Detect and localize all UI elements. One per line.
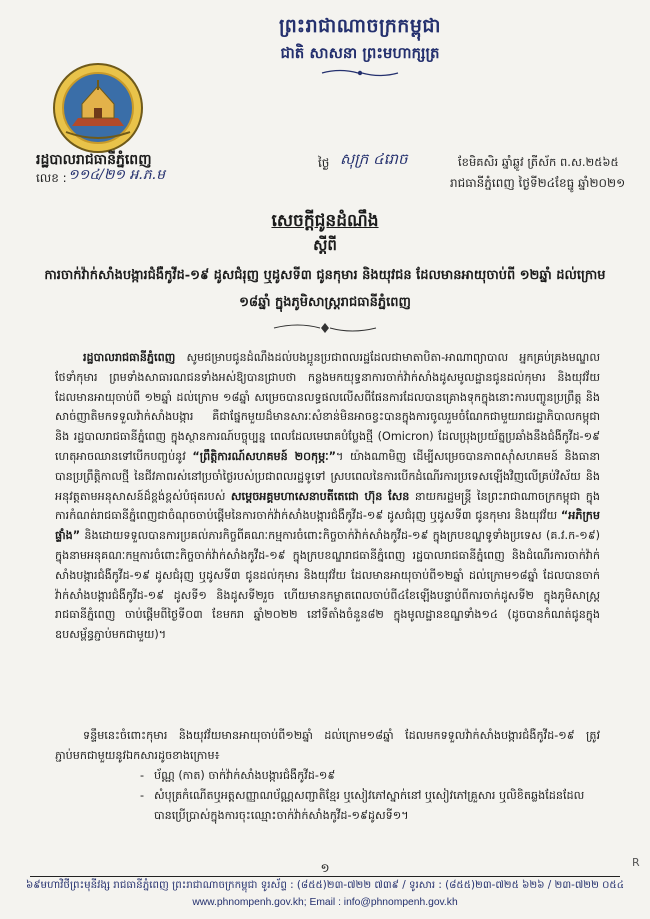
- body-lead: រដ្ឋបាលរាជធានីភ្នំពេញ: [83, 351, 176, 364]
- page-number: ១: [320, 861, 330, 875]
- kingdom-heading: ព្រះរាជាណាចក្រកម្ពុជា: [279, 15, 441, 37]
- notice-subject: ការចាក់វ៉ាក់សាំងបង្ការជំងឺកូវីដ-១៩ ដូសជំរុញ ឬដូសទី៣ ជូនកុមារ និងយុវជន ដែលមានអាយុចាប់ពី ១២ឆ្នាំ ដល់ក្រោម ១៨ឆ្នាំ ក្នុងភូមិសាស្ត្ររាជធានីភ្នំពេញ: [44, 268, 606, 310]
- list-item: - ប័ណ្ណ (កាត) ចាក់វ៉ាក់សាំងបង្ការជំងឺកូវីដ-១៩: [140, 766, 600, 786]
- body-paragraph-2: ទន្ទឹមនេះចំពោះកុមារ និងយុវវ័យមានអាយុចាប់ពី១២ឆ្នាំ ដល់ក្រោម១៨ឆ្នាំ ដែលមកទទួលវ៉ាក់សាំងបង្ការជំងឺកូវីដ-១៩ ត្រូវភ្ជាប់មកជាមួយនូវឯកសារដូចខាងក្រោម៖: [55, 729, 600, 762]
- list-item: - សំបុត្រកំណើតឬអត្តសញ្ញាណប័ណ្ណសញ្ជាតិខ្មែរ ឬសៀវភៅស្នាក់នៅ ឬសៀវភៅគ្រួសារ ឬលិខិតឆ្លងដែនដែលបានប្រើប្រាស់ក្នុងការចុះឈ្មោះចាក់វ៉ាក់សាំងកូវីដ-១៩ដូសទី១។: [140, 786, 600, 826]
- body-text-a: សូមជម្រាបជូនដំណឹងដល់បងប្អូនប្រជាពលរដ្ឋដែលជាមាតាបិតា-អាណាព្យាបាល អ្នកគ្រប់គ្រងមណ្ឌលថែទាំកុមារ ព្រមទាំងសាធារណជនទាំងអស់ឱ្យបានជ្រាបថា កន្លងមកយុទ្ធនាការចាក់វ៉ាក់សាំងដូសមូលដ្ឋានជូនដល់កុមារ និងយុវវ័យ ដែលមានអាយុចាប់ពី ១២ឆ្នាំ ដល់ក្រោម ១៨ឆ្នាំ សម្រេចបានលទ្ធផលលើសពីផែនការដែលបានគ្រោងទុកក្នុងនោះការបញ្ចូនប្រព្រឹត្ត និងសាច់ញាតិមកទទួលវ៉ាក់សាំងបង្ការ គឺជាផ្នែកមួយដ៏មានសារៈសំខាន់មិនអាចខ្វះបានក្នុងការចូលរួមចំណែកជាមួយរាជរដ្ឋាភិបាលកម្ពុជា និង រដ្ឋបាលរាជធានីភ្នំពេញ ក្នុងស្ថានការណ៍បច្ចុប្បន្ន ពេលដែលមេរោគបំប្លែងថ្មី (Omicron) ដែលប្រុងប្រយ័ត្នប្រឆាំងនឹងជំងឺកូវីដ-១៩ ហេតុអាចឈានទៅបើកបញ្ចប់នូវ: [55, 351, 600, 463]
- city-emblem-icon: [48, 60, 148, 156]
- body-text-c: នាយករដ្ឋមន្ត្រី នៃព្រះរាជាណាចក្រកម្ពុជា ក្នុងការកំណត់រាជធានីភ្នំពេញជាចំណុចចាប់ផ្តើមនៃការចាក់វ៉ាក់សាំងបង្ការជំងឺកូវីដ-១៩ ដូសជំរុញ ឬដូសទី៣ ជូនកុមារ និងយុវវ័យ: [55, 489, 600, 523]
- issuing-office: រដ្ឋបាលរាជធានីភ្នំពេញ: [36, 152, 152, 168]
- prime-minister-name: សម្តេចអគ្គមហាសេនាបតីតេជោ ហ៊ុន សែន: [230, 489, 410, 503]
- date-handwritten: សុក្រ ៤រោច: [340, 150, 408, 168]
- body-text-d: និងដោយទទួលបានការប្រគល់ភារកិច្ចពីគណៈកម្មការចំពោះកិច្ចចាក់វ៉ាក់សាំងកូវីដ-១៩ ក្នុងក្របខណ្ឌទូទាំងប្រទេស (គ.វ.ក-១៩) ក្នុងនាមអនុគណៈកម្មការចំពោះកិច្ចចាក់វ៉ាក់សាំងកូវីដ-១៩ ក្នុងក្របខណ្ឌរាជធានីភ្នំពេញ រដ្ឋបាលរាជធានីភ្នំពេញ និងដំណើរការចាក់វ៉ាក់សាំងបង្ការជំងឺកូវីដ-១៩ ដូសជំរុញ ឬដូសទី៣ ជូនដល់កុមារ និងយុវវ័យ ដែលមានអាយុចាប់ពី១២ឆ្នាំ ដល់ក្រោម១៨ឆ្នាំ ដែលបានចាក់វ៉ាក់សាំងបង្ការជំងឺកូវីដ-១៩ ដូសទី១ និងដូសទី២រួច ហើយមានកម្លាតពេលចាប់ពី៤ខែឡើងបន្ទាប់ពីការចាក់ដូសទី២ ក្នុងភូមិសាស្ត្ររាជធានីភ្នំពេញ ចាប់ផ្តើមពីថ្ងៃទី០៣ ខែមករា ឆ្នាំ២០២២ នៅទីតាំងចំនួន៨២ ក្នុងមូលដ្ឋានខណ្ឌទាំង១៤ (ដូចបានកំណត់ជូនក្នុងឧបសម្ព័ន្ធភ្ជាប់មកជាមួយ)។: [55, 529, 600, 642]
- solar-date: រាជធានីភ្នំពេញ ថ្ងៃទី២៤ខែធ្នូ ឆ្នាំ២០២១: [450, 176, 626, 190]
- footer-web-email: www.phnompenh.gov.kh; Email : info@phnompenh.gov.kh: [192, 897, 458, 908]
- lunar-date: ខែមិគសិរ ឆ្នាំឆ្លូវ ត្រីស័ក ព.ស.២៥៦៥: [458, 155, 619, 169]
- footer-address: ៦៩មហាវិថីព្រះមុនីវង្ស រាជធានីភ្នំពេញ ព្រះរាជាណាចក្រកម្ពុជា ទូរស័ព្ទ : (៨៥៥)២៣-៧២២ ៧៣៩ / ទូរសារ : (៨៥៥)២៣-៧២៥ ៦២៦ / ២៣-៧២២ ០៥៤: [25, 879, 625, 891]
- footer-divider: [30, 876, 620, 877]
- notice-about: ស្តីពី: [313, 236, 337, 254]
- corner-mark: R: [632, 856, 640, 869]
- body-paragraph-1: [55, 348, 600, 645]
- body-text-b: ។ យ៉ាងណាមិញ ដើម្បីសម្រេចបានភាពស៊ាំសហគមន៍ និងធានាបានប្រព្រឹត្តិកាលថ្មី នៃជីវភាពរស់នៅប្រចាំថ្ងៃរបស់ប្រជាពលរដ្ឋទូទៅ ស្របពេលនៃការបើកដំណើរការប្រទេសឡើងវិញលើគ្រប់វិស័យ និងអនុវត្តតាមអនុសាសន៍ដ៏ខ្ពង់ខ្ពស់បំផុតរបស់: [55, 449, 601, 503]
- title-divider-ornament: [270, 322, 380, 334]
- body-quote-2: “អភិក្រមផ្ទាំង”: [55, 509, 600, 543]
- national-motto: ជាតិ សាសនា ព្រះមហាក្សត្រ: [280, 44, 440, 62]
- motto-ornament: [320, 68, 400, 78]
- required-documents-list: [140, 766, 600, 825]
- body-quote: “ព្រឹត្តិការណ៍សហគមន៍ ២០កុម្ភៈ”: [192, 449, 337, 463]
- notice-title: សេចក្តីជូនដំណឹង: [271, 211, 379, 231]
- reference-label: លេខ :: [36, 171, 67, 185]
- date-prefix: ថ្ងៃ: [318, 156, 330, 170]
- reference-number: ១១៤/២១ អ.ភ.ម: [68, 167, 166, 183]
